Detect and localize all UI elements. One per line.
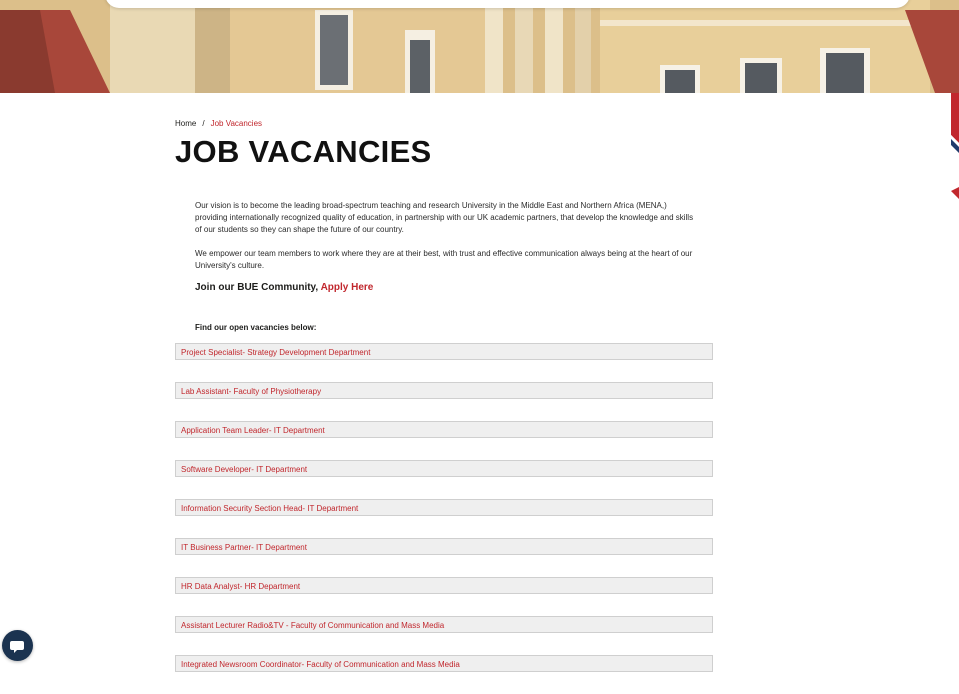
intro-text — [195, 200, 695, 284]
chat-button[interactable] — [2, 630, 33, 661]
vacancies-label: Find our open vacancies below: — [195, 323, 317, 332]
join-text: Join our BUE Community, — [195, 282, 321, 293]
vacancy-item[interactable]: Information Security Section Head- IT Department — [175, 499, 713, 516]
apply-here-link[interactable]: Apply Here — [320, 282, 374, 293]
vacancy-item[interactable]: Lab Assistant- Faculty of Physiotherapy — [175, 382, 713, 399]
breadcrumb-separator: / — [202, 119, 205, 128]
breadcrumb-current: Job Vacancies — [210, 119, 263, 128]
vacancy-item[interactable]: Software Developer- IT Department — [175, 460, 713, 477]
vacancy-item[interactable]: HR Data Analyst- HR Department — [175, 577, 713, 594]
vacancy-item[interactable]: IT Business Partner- IT Department — [175, 538, 713, 555]
vacancy-item[interactable]: Application Team Leader- IT Department — [175, 421, 713, 438]
page-title: JOB VACANCIES — [175, 134, 432, 169]
breadcrumb-home-link[interactable]: Home — [175, 119, 197, 128]
vacancy-item[interactable]: Integrated Newsroom Coordinator- Faculty of Communication and Mass Media — [175, 655, 713, 672]
chat-bubble-icon — [10, 638, 26, 654]
vacancy-item[interactable]: Assistant Lecturer Radio&TV - Faculty of Communication and Mass Media — [175, 616, 713, 633]
intro-paragraph-vision: Our vision is to become the leading broad-spectrum teaching and research University in the Middle East and Northern Africa (MENA,) providing internationally recognized quality of education, in partnership with our UK academic partners, that develop the knowledge and skills of our students so they can shape the future of our country. — [195, 201, 694, 234]
breadcrumb — [175, 119, 262, 128]
join-community — [195, 282, 373, 293]
uk-flag-icon — [951, 93, 959, 199]
vacancy-list — [175, 343, 715, 694]
top-nav-bar — [105, 0, 910, 8]
intro-paragraph-culture: We empower our team members to work where they are at their best, with trust and effective communication always being at the heart of our University's culture. — [195, 249, 693, 270]
hero-building-image — [0, 0, 959, 93]
hero-banner — [0, 0, 959, 93]
vacancy-item[interactable]: Project Specialist- Strategy Development Department — [175, 343, 713, 360]
